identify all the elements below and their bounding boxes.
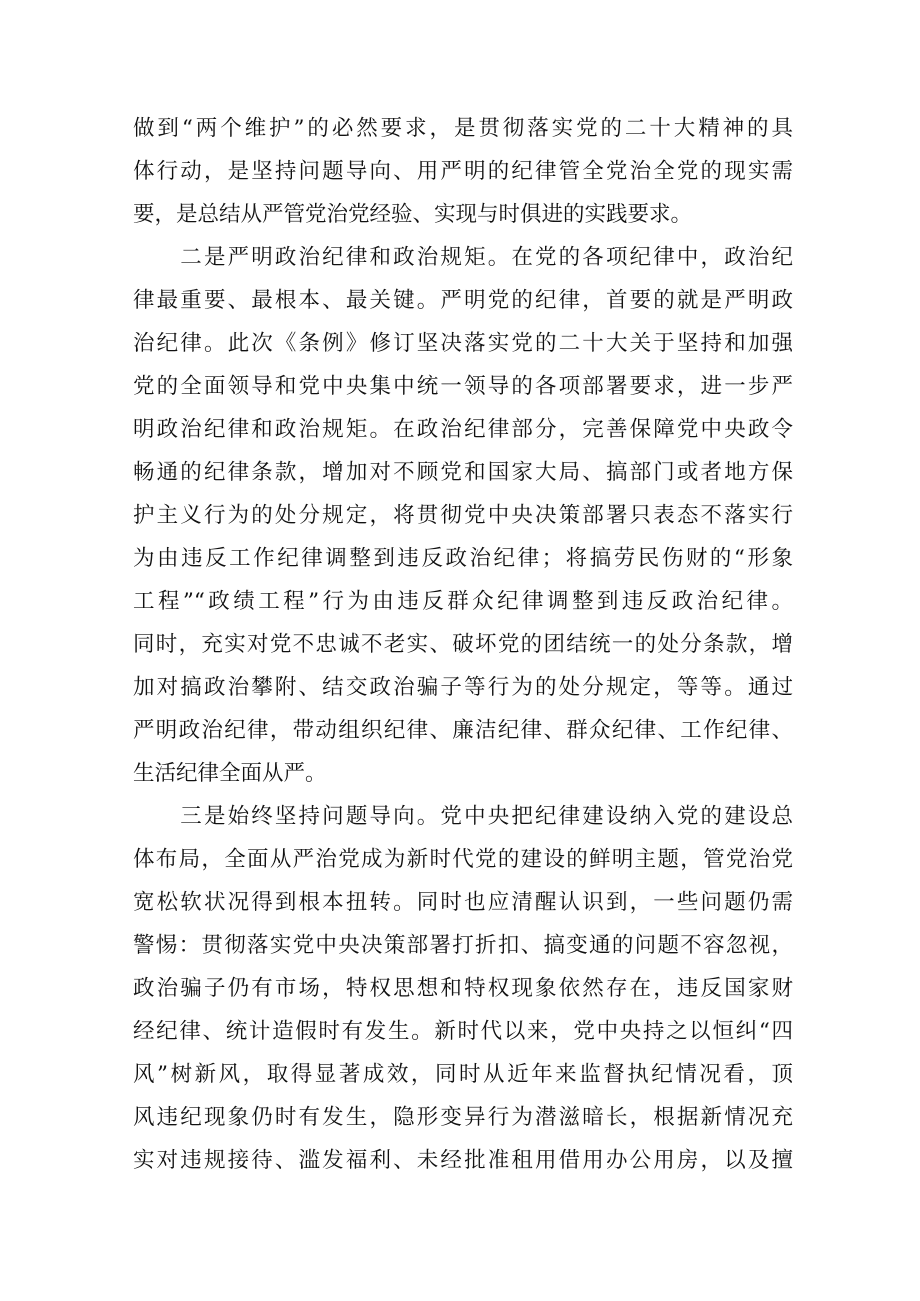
text-line: 律最重要、最根本、最关键。严明党的纪律，首要的就是严明政 [133, 288, 793, 313]
text-line: 工程”“政绩工程”行为由违反群众纪律调整到违反政治纪律。 [133, 589, 793, 614]
text-line: 党的全面领导和党中央集中统一领导的各项部署要求，进一步严 [133, 374, 793, 399]
text-line: 实对违规接待、滥发福利、未经批准租用借用办公用房，以及擅 [133, 1148, 793, 1173]
text-line: 三是始终坚持问题导向。党中央把纪律建设纳入党的建设总 [133, 804, 793, 829]
text-line: 政治骗子仍有市场，特权思想和特权现象依然存在，违反国家财 [133, 976, 793, 1001]
text-line: 经纪律、统计造假时有发生。新时代以来，党中央持之以恒纠“四 [133, 1019, 793, 1044]
text-line: 做到“两个维护”的必然要求，是贯彻落实党的二十大精神的具 [133, 116, 793, 141]
text-line: 警惕：贯彻落实党中央决策部署打折扣、搞变通的问题不容忽视， [133, 933, 793, 958]
text-line: 畅通的纪律条款，增加对不顾党和国家大局、搞部门或者地方保 [133, 460, 793, 485]
text-line: 要，是总结从严管党治党经验、实现与时俱进的实践要求。 [133, 202, 693, 227]
text-line: 护主义行为的处分规定，将贯彻党中央决策部署只表态不落实行 [133, 503, 793, 528]
text-line: 同时，充实对党不忠诚不老实、破坏党的团结统一的处分条款，增 [133, 632, 793, 657]
text-line: 风”树新风，取得显著成效，同时从近年来监督执纪情况看，顶 [133, 1062, 793, 1087]
text-line: 严明政治纪律，带动组织纪律、廉洁纪律、群众纪律、工作纪律、 [133, 718, 793, 743]
text-line: 生活纪律全面从严。 [133, 761, 327, 786]
text-line: 宽松软状况得到根本扭转。同时也应清醒认识到，一些问题仍需 [133, 890, 793, 915]
text-line: 加对搞政治攀附、结交政治骗子等行为的处分规定，等等。通过 [133, 675, 793, 700]
text-line: 为由违反工作纪律调整到违反政治纪律；将搞劳民伤财的“形象 [133, 546, 793, 571]
text-line: 明政治纪律和政治规矩。在政治纪律部分，完善保障党中央政令 [133, 417, 793, 442]
text-line: 治纪律。此次《条例》修订坚决落实党的二十大关于坚持和加强 [133, 331, 793, 356]
text-line: 风违纪现象仍时有发生，隐形变异行为潜滋暗长，根据新情况充 [133, 1105, 793, 1130]
text-line: 体布局，全面从严治党成为新时代党的建设的鲜明主题，管党治党 [133, 847, 793, 872]
document-body [133, 107, 793, 1182]
text-line: 体行动，是坚持问题导向、用严明的纪律管全党治全党的现实需 [133, 159, 793, 184]
text-line: 二是严明政治纪律和政治规矩。在党的各项纪律中，政治纪 [133, 245, 793, 270]
